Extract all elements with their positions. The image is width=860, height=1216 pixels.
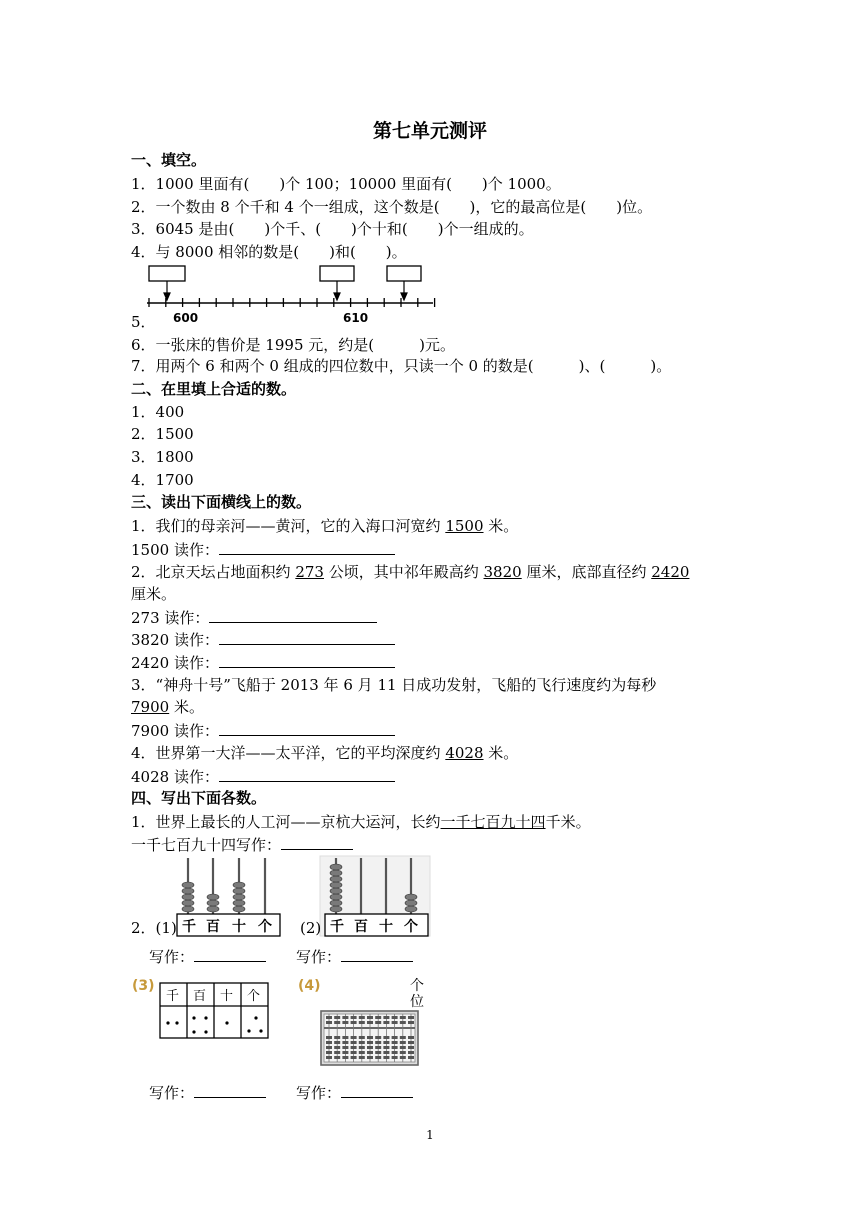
bead	[182, 900, 194, 906]
bead	[405, 906, 417, 912]
lower-bead	[351, 1046, 357, 1049]
upper-bead	[342, 1016, 348, 1019]
upper-bead	[326, 1016, 332, 1019]
answer-line[interactable]	[219, 652, 395, 668]
write-1: 写作：	[149, 946, 266, 967]
upper-bead	[367, 1016, 373, 1019]
answer-line[interactable]	[194, 1082, 266, 1098]
number-line-figure	[145, 262, 435, 332]
lower-bead	[408, 1056, 414, 1059]
upper-bead	[334, 1016, 340, 1019]
lower-bead	[383, 1046, 389, 1049]
s3-read-3820: 3820 读作：	[131, 629, 395, 650]
number-line-boxes	[149, 266, 421, 281]
lower-bead	[383, 1051, 389, 1054]
answer-box-1	[149, 266, 185, 281]
abacus-2-place-shi: 十	[379, 919, 393, 935]
answer-box-3	[387, 266, 421, 281]
bead	[330, 864, 342, 870]
lower-bead	[392, 1041, 398, 1044]
s1-question-2: 2．一个数由 8 个千和 4 个一组成，这个数是( )，它的最高位是( )位。	[131, 198, 653, 216]
lower-bead	[351, 1041, 357, 1044]
lower-bead	[334, 1051, 340, 1054]
lower-bead	[342, 1046, 348, 1049]
lower-bead	[359, 1041, 365, 1044]
upper-bead	[392, 1016, 398, 1019]
s2-item-3: 3．1800	[131, 448, 194, 466]
lower-bead	[400, 1051, 406, 1054]
bead	[233, 906, 245, 912]
upper-bead	[375, 1021, 381, 1024]
s2-item-2: 2．1500	[131, 425, 194, 443]
abacus-1-place-bai: 百	[206, 919, 220, 935]
upper-bead	[400, 1016, 406, 1019]
section4-heading: 四、写出下面各数。	[131, 789, 267, 807]
s3-question-2-cont: 厘米。	[131, 585, 177, 603]
lower-bead	[375, 1036, 381, 1039]
upper-bead	[351, 1021, 357, 1024]
lower-bead	[351, 1036, 357, 1039]
chart-place-qian: 千	[166, 989, 180, 1004]
s1-question-7: 7．用两个 6 和两个 0 组成的四位数中，只读一个 0 的数是( )、( )。	[131, 357, 672, 375]
s4-question-1-write: 一千七百九十四写作：	[131, 834, 353, 855]
s4-question-1: 1．世界上最长的人工河——京杭大运河，长约一千七百九十四千米。	[131, 813, 591, 831]
s3-read-2420: 2420 读作：	[131, 652, 395, 673]
chart-place-shi: 十	[220, 989, 234, 1004]
lower-bead	[326, 1056, 332, 1059]
lower-bead	[375, 1056, 381, 1059]
lower-bead	[326, 1051, 332, 1054]
abacus-1-place-ge: 个	[258, 919, 272, 935]
lower-bead	[359, 1056, 365, 1059]
s3-question-4: 4．世界第一大洋——太平洋，它的平均深度约 4028 米。	[131, 744, 519, 762]
chart-place-bai: 百	[193, 989, 207, 1004]
answer-box-2	[320, 266, 354, 281]
lower-bead	[342, 1041, 348, 1044]
part-2-label: (2)	[300, 919, 322, 937]
lower-bead	[351, 1051, 357, 1054]
s3-question-1: 1．我们的母亲河——黄河，它的入海口河宽约 1500 米。	[131, 517, 519, 535]
lower-bead	[383, 1056, 389, 1059]
lower-bead	[400, 1046, 406, 1049]
s4-question-2-number: 2．(1)	[131, 919, 177, 937]
s3-read-7900: 7900 读作：	[131, 720, 395, 741]
bead	[182, 906, 194, 912]
s1-question-1: 1．1000 里面有( )个 100；10000 里面有( )个 1000。	[131, 175, 561, 193]
abacus-2-place-bai: 百	[354, 919, 368, 935]
lower-bead	[408, 1036, 414, 1039]
abacus-beads	[326, 1016, 414, 1059]
bead	[207, 894, 219, 900]
lower-bead	[392, 1036, 398, 1039]
bead	[182, 894, 194, 900]
lower-bead	[367, 1041, 373, 1044]
abacus-1-place-shi: 十	[232, 919, 246, 935]
part-4-note-1: 个	[410, 978, 424, 994]
s3-read-4028: 4028 读作：	[131, 766, 395, 787]
chinese-abacus	[320, 1010, 420, 1066]
upper-bead	[367, 1021, 373, 1024]
section2-heading: 二、在里填上合适的数。	[131, 380, 297, 398]
bead	[405, 900, 417, 906]
lower-bead	[408, 1046, 414, 1049]
lower-bead	[326, 1046, 332, 1049]
number-line-label-600: 600	[173, 311, 199, 325]
lower-bead	[408, 1051, 414, 1054]
upper-bead	[392, 1021, 398, 1024]
s1-question-5-number: 5．	[131, 313, 156, 331]
part-4-note-2: 位	[410, 994, 424, 1010]
abacus-1-place-qian: 千	[182, 919, 196, 935]
lower-bead	[351, 1056, 357, 1059]
s1-question-6: 6．一张床的售价是 1995 元，约是( )元。	[131, 336, 455, 354]
lower-bead	[400, 1041, 406, 1044]
s2-item-1: 1．400	[131, 403, 185, 421]
bead	[233, 888, 245, 894]
upper-bead	[375, 1016, 381, 1019]
section1-heading: 一、填空。	[131, 151, 207, 169]
upper-bead	[408, 1021, 414, 1024]
lower-bead	[342, 1056, 348, 1059]
abacus-2-place-qian: 千	[330, 919, 344, 935]
lower-bead	[359, 1036, 365, 1039]
place-value-chart	[159, 982, 271, 1040]
bead	[405, 894, 417, 900]
upper-bead	[342, 1021, 348, 1024]
s3-read-273: 273 读作：	[131, 607, 377, 628]
upper-bead	[359, 1021, 365, 1024]
lower-bead	[334, 1046, 340, 1049]
s2-item-4: 4．1700	[131, 471, 194, 489]
bead	[330, 906, 342, 912]
s3-question-3: 3．“神舟十号”飞船于 2013 年 6 月 11 日成功发射，飞船的飞行速度约为每秒	[131, 676, 657, 694]
s3-question-2: 2．北京天坛占地面积约 273 公顷，其中祁年殿高约 3820 厘米，底部直径约 2420	[131, 563, 690, 581]
s1-question-3: 3．6045 是由( )个千、( )个十和( )个一组成的。	[131, 220, 534, 238]
lower-bead	[400, 1036, 406, 1039]
bead	[330, 876, 342, 882]
s1-question-4: 4．与 8000 相邻的数是( )和( )。	[131, 243, 407, 261]
lower-bead	[334, 1056, 340, 1059]
bead	[330, 900, 342, 906]
section3-heading: 三、读出下面横线上的数。	[131, 493, 312, 511]
abacus-2-place-ge: 个	[404, 919, 418, 935]
lower-bead	[367, 1036, 373, 1039]
answer-line[interactable]	[219, 629, 395, 645]
bead	[233, 894, 245, 900]
bead	[182, 888, 194, 894]
upper-bead	[383, 1016, 389, 1019]
write-2: 写作：	[296, 946, 413, 967]
lower-bead	[359, 1051, 365, 1054]
answer-line[interactable]	[341, 1082, 413, 1098]
page-title: 第七单元测评	[372, 120, 487, 142]
lower-bead	[326, 1041, 332, 1044]
part-4-label: (4)	[298, 978, 321, 994]
page-number: 1	[426, 1128, 434, 1142]
s3-question-3-cont: 7900 米。	[131, 698, 204, 716]
part-3-label: (3)	[132, 978, 155, 994]
lower-bead	[383, 1036, 389, 1039]
upper-bead	[359, 1016, 365, 1019]
answer-line[interactable]	[341, 946, 413, 962]
bead	[233, 900, 245, 906]
s3-read-1500: 1500 读作：	[131, 539, 395, 560]
upper-bead	[326, 1021, 332, 1024]
lower-bead	[375, 1041, 381, 1044]
upper-bead	[334, 1021, 340, 1024]
number-line-arrows	[164, 281, 407, 300]
lower-bead	[367, 1046, 373, 1049]
bead	[330, 888, 342, 894]
lower-bead	[392, 1051, 398, 1054]
answer-line[interactable]	[194, 946, 266, 962]
answer-line[interactable]	[209, 607, 377, 623]
lower-bead	[408, 1041, 414, 1044]
answer-line[interactable]	[219, 766, 395, 782]
number-line-label-610: 610	[343, 311, 369, 325]
bead	[330, 870, 342, 876]
write-4: 写作：	[296, 1082, 413, 1103]
lower-bead	[342, 1051, 348, 1054]
lower-bead	[334, 1041, 340, 1044]
abacus-1	[175, 856, 283, 938]
bead	[233, 882, 245, 888]
lower-bead	[326, 1036, 332, 1039]
bead	[182, 882, 194, 888]
answer-line[interactable]	[281, 834, 353, 850]
write-3: 写作：	[149, 1082, 266, 1103]
lower-bead	[334, 1036, 340, 1039]
bead	[330, 894, 342, 900]
lower-bead	[359, 1046, 365, 1049]
lower-bead	[367, 1056, 373, 1059]
lower-bead	[400, 1056, 406, 1059]
chart-place-ge: 个	[247, 989, 261, 1004]
bead	[207, 906, 219, 912]
lower-bead	[375, 1051, 381, 1054]
lower-bead	[367, 1051, 373, 1054]
lower-bead	[392, 1046, 398, 1049]
lower-bead	[342, 1036, 348, 1039]
abacus-2	[320, 856, 432, 938]
upper-bead	[400, 1021, 406, 1024]
answer-line[interactable]	[219, 539, 395, 555]
lower-bead	[375, 1046, 381, 1049]
lower-bead	[392, 1056, 398, 1059]
bead	[330, 882, 342, 888]
upper-bead	[408, 1016, 414, 1019]
upper-bead	[351, 1016, 357, 1019]
lower-bead	[383, 1041, 389, 1044]
bead	[207, 900, 219, 906]
upper-bead	[383, 1021, 389, 1024]
answer-line[interactable]	[219, 720, 395, 736]
